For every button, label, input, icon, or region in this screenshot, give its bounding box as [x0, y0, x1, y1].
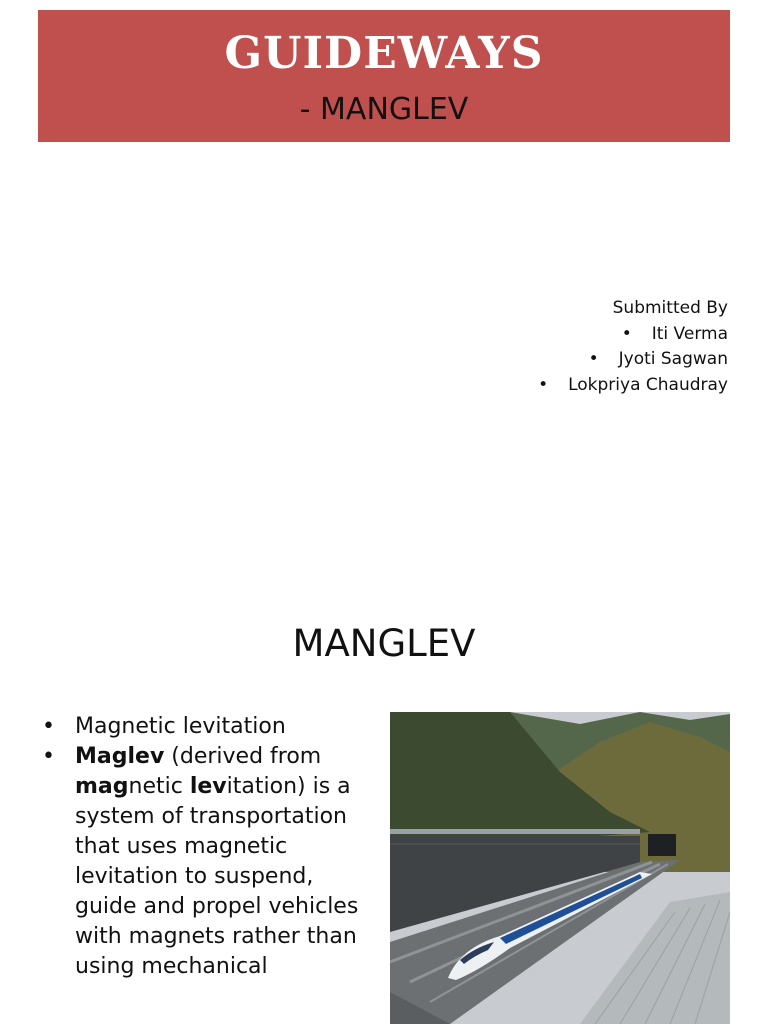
- slide2-title: MANGLEV: [292, 622, 476, 665]
- author-item: [538, 322, 728, 348]
- bold-term: mag: [75, 774, 129, 799]
- author-item: [538, 373, 728, 399]
- author-item: [538, 347, 728, 373]
- bullet-icon: •: [588, 349, 599, 369]
- slide-title: GUIDEWAYS: [224, 28, 544, 79]
- author-name: Iti Verma: [651, 323, 728, 344]
- title-banner: [38, 10, 730, 142]
- bullet-text: itation) is a system of transportation that uses magnetic levitation to suspend, guide and propel vehicles with magnets rather than using mechanical: [75, 774, 359, 979]
- bullet-text: (derived from: [164, 744, 322, 769]
- submitted-by-block: [538, 296, 728, 398]
- author-name: Lokpriya Chaudray: [568, 374, 728, 395]
- slide-subtitle: - MANGLEV: [299, 92, 469, 127]
- slide2-bullet-list: [40, 712, 380, 982]
- bold-term: Maglev: [75, 744, 165, 769]
- author-name: Jyoti Sagwan: [618, 349, 728, 369]
- bullet-text: netic: [128, 774, 190, 799]
- submitted-by-label: Submitted By: [612, 298, 728, 318]
- bullet-item: [40, 712, 380, 742]
- bullet-icon: •: [621, 323, 632, 344]
- bold-term: lev: [189, 774, 227, 799]
- maglev-train-photo: [390, 712, 730, 1024]
- bullet-text: Magnetic levitation: [75, 714, 286, 739]
- bullet-item: [40, 742, 380, 982]
- bullet-icon: •: [538, 374, 549, 395]
